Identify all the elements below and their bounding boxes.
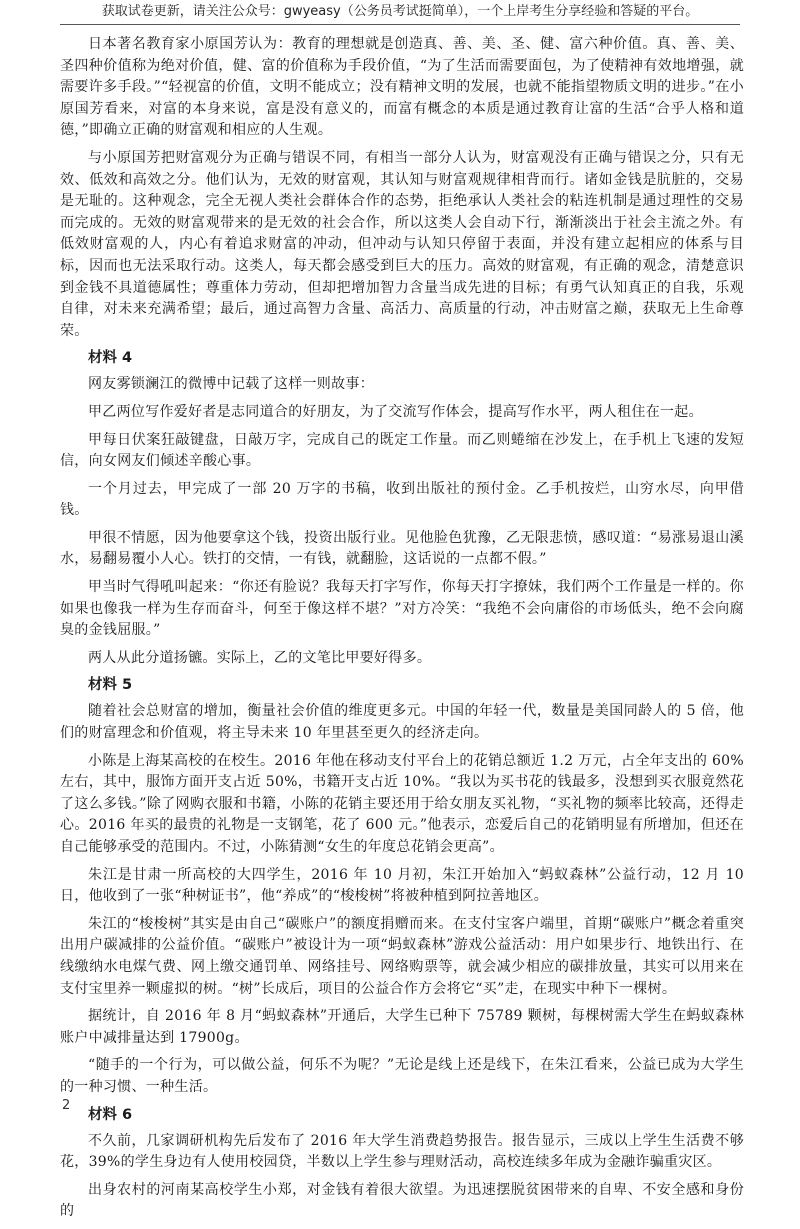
paragraph: 朱江是甘肃一所高校的大四学生，2016 年 10 月初，朱江开始加入“蚂蚁森林”公益行动，12 月 10 日，他收到了一张“种树证书”，他“养成”的“梭梭树”将被种植到阿拉善地区。 xyxy=(60,866,744,905)
document-body xyxy=(60,34,744,1229)
paragraph: 小陈是上海某高校的在校生。2016 年他在移动支付平台上的花销总额近 1.2 万元，占全年支出的 60%左右，其中，服饰方面开支占近 50%，书籍开支占近 10%。“我以为买书花的钱最多，没想到买衣服竟然花了这么多钱。”除了网购衣服和书籍，小陈的花销主要还用于给女朋友买礼物，“买礼物的频率比较高，还得走心。2016 年买的最贵的礼物是一支钢笔，花了 600 元。”他表示，恋爱后自己的花销明显有所增加，但还在自己能够承受的范围内。不过，小陈猜测“女生的年度总花销会更高”。 xyxy=(60,752,744,855)
paragraph: 甲很不情愿，因为他要拿这个钱，投资出版行业。见他脸色犹豫，乙无限悲愤，感叹道：“易涨易退山溪水，易翻易覆小人心。铁打的交情，一有钱，就翻脸，这话说的一点都不假。” xyxy=(60,529,744,568)
paragraph: 与小原国芳把财富观分为正确与错误不同，有相当一部分人认为，财富观没有正确与错误之分，只有无效、低效和高效之分。他们认为，无效的财富观，其认知与财富观规律相背而行。诸如金钱是肮脏的，交易是无耻的。这种观念，完全无视人类社会群体合作的态势，拒绝承认人类社会的粘连机制是通过理性的交易而完成的。无效的财富观带来的是无效的社会合作，所以这类人会自动下行，渐渐淡出于社会主流之外。有低效财富观的人，内心有着追求财富的冲动，但冲动与认知只停留于表面，并没有建立起相应的体系与目标，因而也无法采取行动。这类人，每天都会感受到巨大的压力。高效的财富观，有正确的观念，清楚意识到金钱不具道德属性；尊重体力劳动，但却把增加智力含量当成先进的目标；有勇气认知真正的自我，乐观自律，对未来充满希望；最后，通过高智力含量、高活力、高质量的行动，冲击财富之巅，获取无上生命尊荣。 xyxy=(60,149,744,339)
paragraph: 甲乙两位写作爱好者是志同道合的好朋友，为了交流写作体会，提高写作水平，两人租住在一起。 xyxy=(88,403,703,420)
paragraph: 甲每日伏案狂敲键盘，日敲万字，完成自己的既定工作量。而乙则蜷缩在沙发上，在手机上飞速的发短信，向女网友们倾述辛酸心事。 xyxy=(60,431,744,470)
paragraph: 出身农村的河南某高校学生小郑，对金钱有着很大欲望。为迅速摆脱贫困带来的自卑、不安全感和身份的 xyxy=(60,1181,744,1220)
material-4-heading: 材料 4 xyxy=(88,350,133,367)
paragraph: 据统计，自 2016 年 8 月“蚂蚁森林”开通后，大学生已种下 75789 颗树，每棵树需大学生在蚂蚁森林账户中减排量达到 17900g。 xyxy=(60,1008,744,1046)
paragraph: 甲当时气得吼叫起来：“你还有脸说？我每天打字写作，你每天打字撩妹，我们两个工作量是一样的。你如果也像我一样为生存而奋斗，何至于像这样不堪？”对方冷笑：“我绝不会向庸俗的市场低头，绝不会向腐臭的金钱屈服。” xyxy=(60,579,744,639)
paragraph: 不久前，几家调研机构先后发布了 2016 年大学生消费趋势报告。报告显示，三成以上学生生活费不够花，39%的学生身边有人使用校园贷，半数以上学生参与理财活动，高校连续多年成为金融诈骗重灾区。 xyxy=(60,1132,744,1171)
paragraph: 两人从此分道扬镳。实际上，乙的文笔比甲要好得多。 xyxy=(88,649,432,666)
material-5-heading: 材料 5 xyxy=(88,677,133,694)
paragraph: 朱江的“梭梭树”其实是由自己“碳账户”的额度捐赠而来。在支付宝客户端里，首期“碳账户”概念着重突出用户碳减排的公益价值。“碳账户”被设计为一项“蚂蚁森林”游戏公益活动：用户如果步行、地铁出行、在线缴纳水电煤气费、网上缴交通罚单、网络挂号、网络购票等，就会减少相应的碳排放量，其实可以用来在支付宝里养一颗虚拟的树。“树”长成后，项目的公益合作方会将它“买”走，在现实中种下一棵树。 xyxy=(60,915,744,997)
material-6-heading: 材料 6 xyxy=(88,1106,133,1123)
paragraph: 随着社会总财富的增加，衡量社会价值的维度更多元。中国的年轻一代，数量是美国同龄人的 5 倍，他们的财富理念和价值观，将主导未来 10 年里甚至更久的经济走向。 xyxy=(60,703,744,742)
paragraph: “随手的一个行为，可以做公益，何乐不为呢？”无论是线上还是线下，在朱江看来，公益已成为大学生的一种习惯、一种生活。 xyxy=(60,1057,744,1095)
paragraph: 日本著名教育家小原国芳认为：教育的理想就是创造真、善、美、圣、健、富六种价值。真、善、美、圣四种价值称为绝对价值，健、富的价值称为手段价值，“为了生活而需要面包，为了使精神有效地增强，就需要许多手段。”“轻视富的价值，文明不能成立；没有精神文明的发展，也就不能指望物质文明的进步。”在小原国芳看来，对富的本身来说，富是没有意义的，而富有概念的本质是通过教育让富的生活“合乎人格和道德，”即确立正确的财富观和相应的人生观。 xyxy=(60,36,744,139)
page-number: 2 xyxy=(62,1098,71,1113)
paragraph: 网友雾锁澜江的微博中记载了这样一则故事： xyxy=(88,376,374,393)
paragraph: 一个月过去，甲完成了一部 20 万字的书稿，收到出版社的预付金。乙手机按烂，山穷水尽，向甲借钱。 xyxy=(60,480,744,519)
header-banner: 获取试卷更新，请关注公众号：gwyeasy（公务员考试挺简单），一个上岸考生分享经验和答疑的平台。 xyxy=(101,4,699,19)
header-divider xyxy=(60,24,740,25)
